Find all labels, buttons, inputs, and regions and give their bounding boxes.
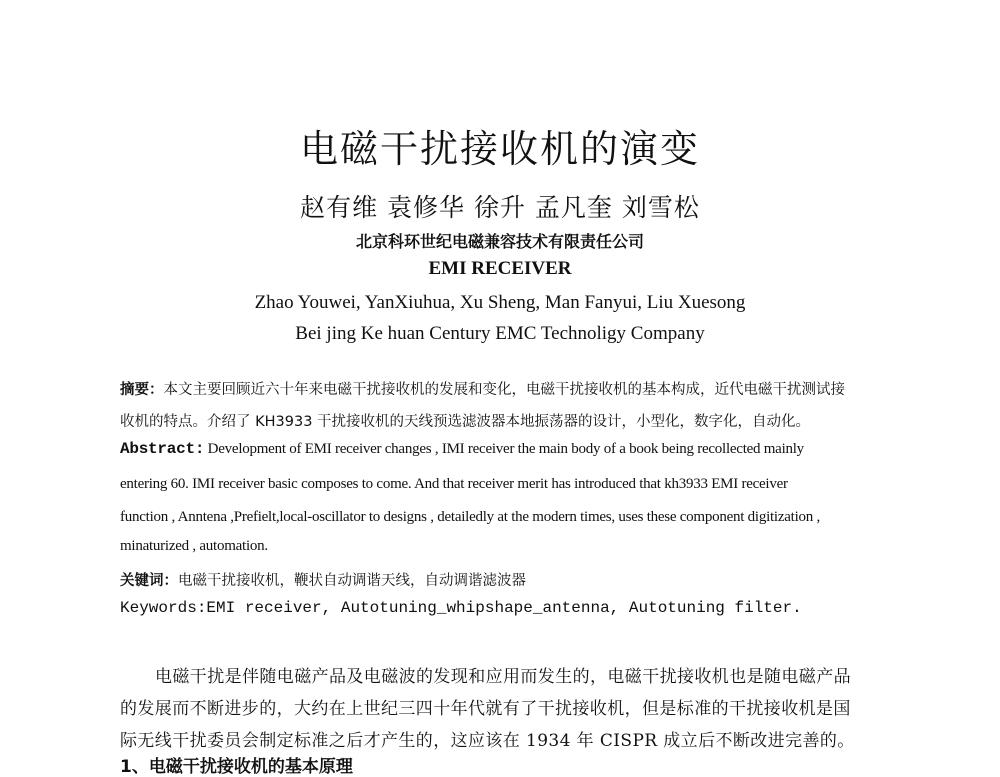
abstract-en-label: Abstract: — [120, 440, 205, 458]
authors-en: Zhao Youwei, YanXiuhua, Xu Sheng, Man Fanyui, Liu Xuesong — [254, 292, 746, 313]
abstract-cn-line-2: 收机的特点。介绍了 KH3933 干扰接收机的天线预选滤波器本地振荡器的设计，小型化，数字化，自动化。 — [120, 414, 811, 430]
paper-title-cn: 电磁干扰接收机的演变 — [299, 127, 700, 171]
paper-title-en: EMI RECEIVER — [428, 258, 572, 279]
abstract-en-text-1: Development of EMI receiver changes , IMI receiver the main body of a book being recollected mainly — [207, 441, 804, 457]
affiliation-cn: 北京科环世纪电磁兼容技术有限责任公司 — [355, 232, 644, 251]
keywords-cn — [120, 569, 900, 590]
abstract-en-line-1 — [120, 440, 900, 458]
abstract-en-line-4: minaturized , automation. — [120, 538, 268, 554]
abstract-en-line-3: function , Anntena ,Prefielt,local-oscillator to designs , detailedly at the modern times, uses these component digitization , — [120, 509, 820, 525]
keywords-cn-text: 电磁干扰接收机，鞭状自动调谐天线，自动调谐滤波器 — [178, 573, 526, 589]
abstract-cn-label: 摘要： — [120, 382, 164, 398]
section-1-heading: 1、电磁干扰接收机的基本原理 — [120, 757, 353, 777]
abstract-cn-text-1: 本文主要回顾近六十年来电磁干扰接收机的发展和变化，电磁干扰接收机的基本构成，近代电磁干扰测试接 — [163, 382, 845, 398]
affiliation-en: Bei jing Ke huan Century EMC Technoligy Company — [295, 323, 705, 344]
keywords-en: Keywords:EMI receiver, Autotuning_whipshape_antenna, Autotuning filter. — [120, 599, 802, 617]
body-line-1: 电磁干扰是伴随电磁产品及电磁波的发现和应用而发生的，电磁干扰接收机也是随电磁产品 — [155, 667, 851, 687]
keywords-cn-label: 关键词： — [120, 573, 178, 589]
abstract-en-line-2: entering 60. IMI receiver basic composes to come. And that receiver merit has introduced that kh3933 EMI receiver — [120, 476, 788, 492]
abstract-cn-line-1 — [120, 378, 900, 399]
body-line-2: 的发展而不断进步的，大约在上世纪三四十年代就有了干扰接收机，但是标准的干扰接收机是国 — [120, 699, 851, 719]
body-line-3: 际无线干扰委员会制定标准之后才产生的，这应该在 1934 年 CISPR 成立后不断改进完善的。 — [120, 731, 855, 751]
authors-cn: 赵有维 袁修华 徐升 孟凡奎 刘雪松 — [300, 193, 700, 222]
